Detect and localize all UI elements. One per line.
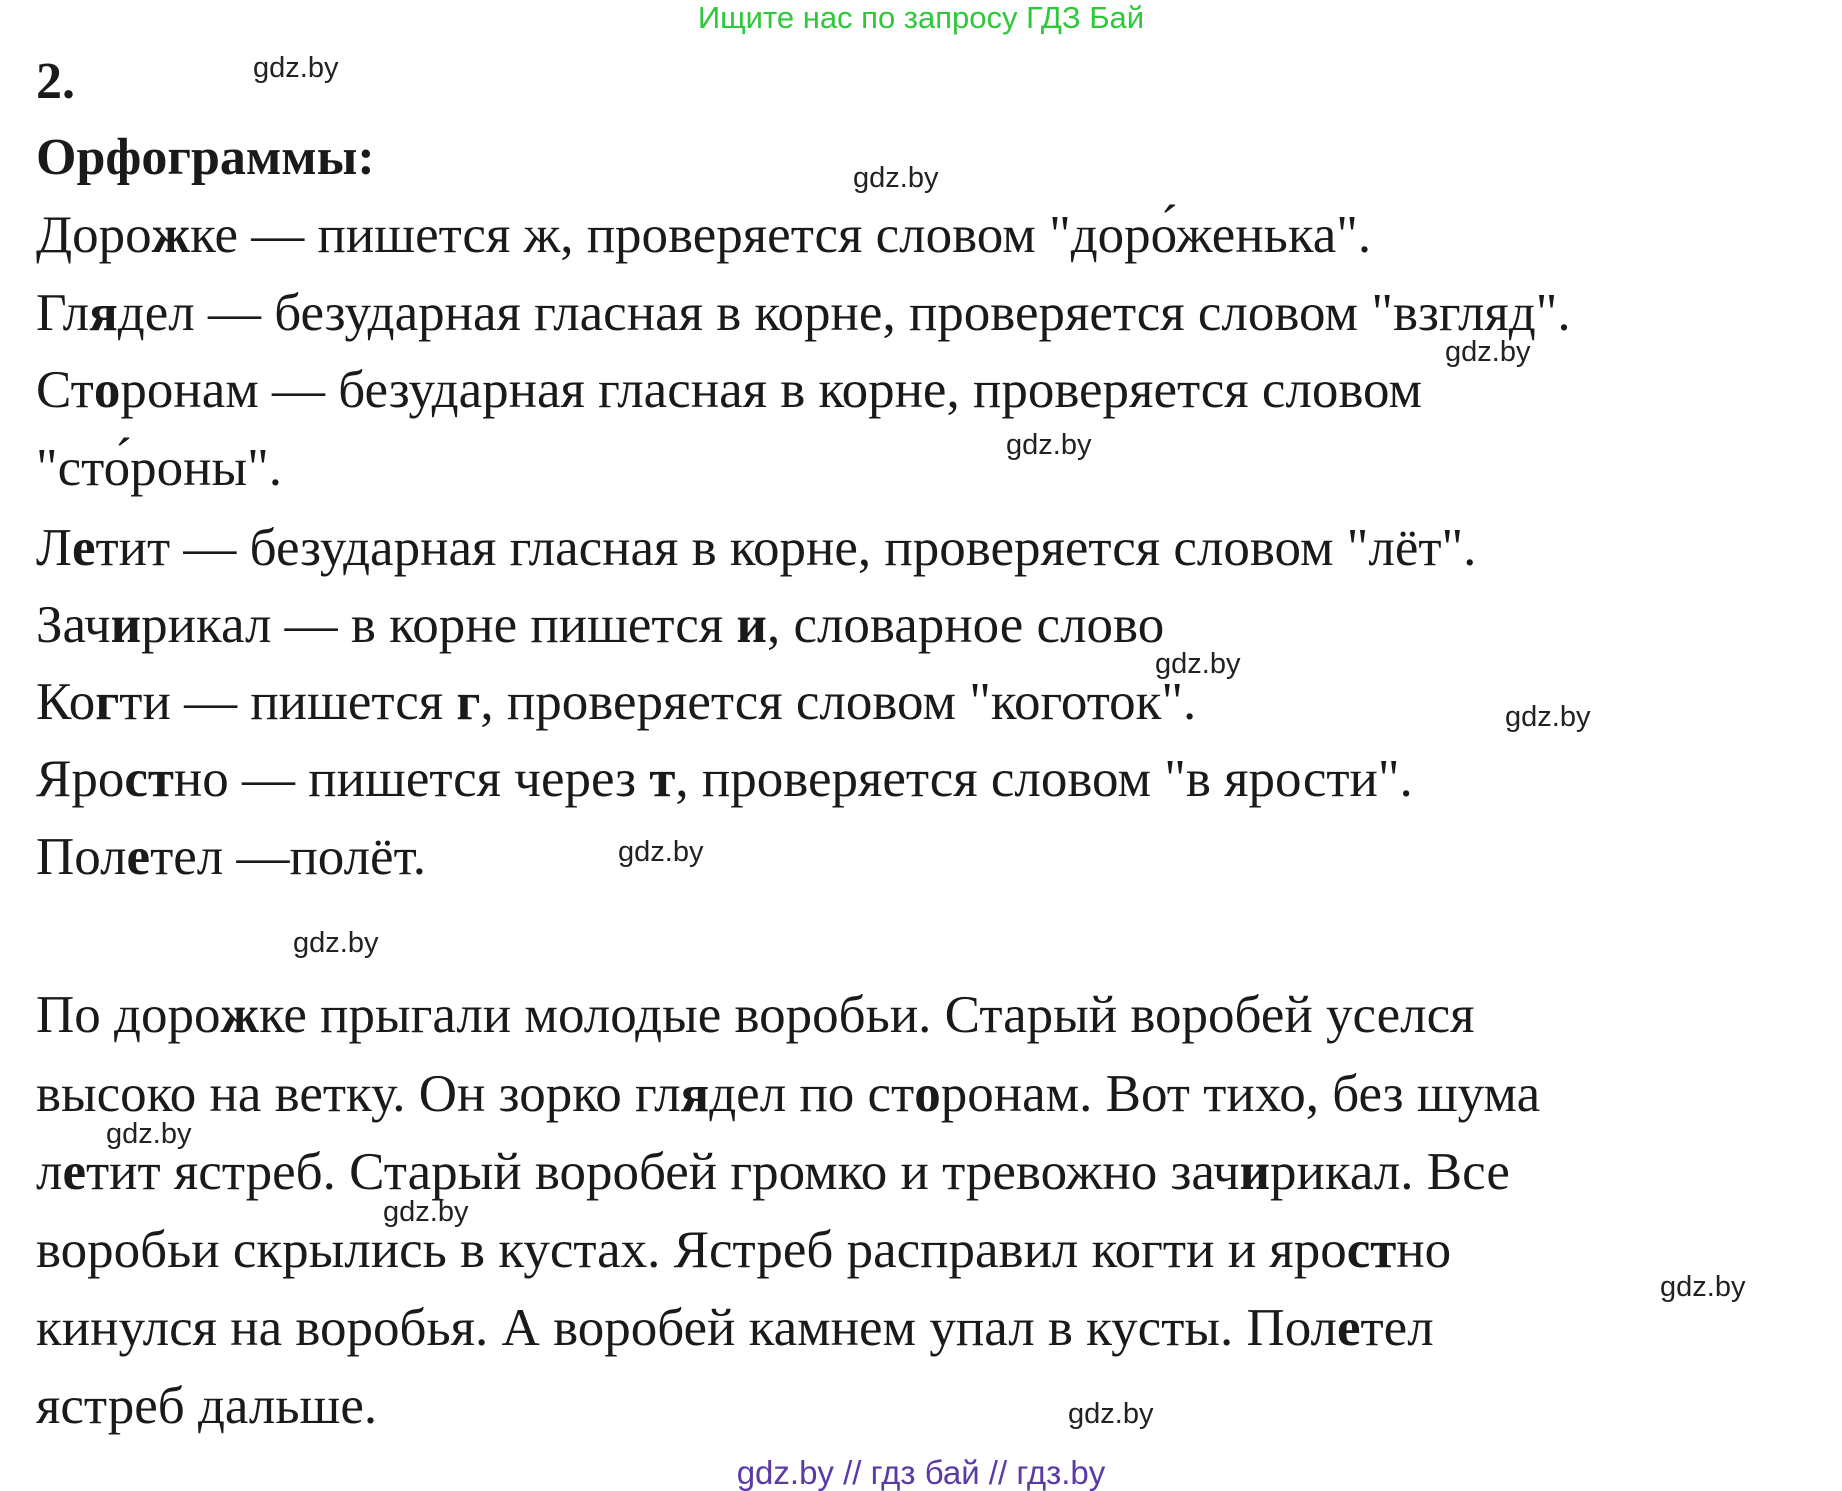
watermark: gdz.by (1068, 1398, 1154, 1430)
text-segment: Ко (36, 673, 96, 731)
text-line (36, 1376, 377, 1436)
text-segment: дел — безударная гласная в корне, проверяется словом "взгляд". (117, 284, 1571, 342)
rule-line (36, 283, 1571, 343)
orthogram-letter: е (62, 1143, 86, 1201)
task-number: 2. (36, 53, 75, 110)
watermark: gdz.by (1006, 429, 1092, 461)
text-segment: , проверяется словом "в ярости". (675, 750, 1413, 808)
orthogram-letter: ж (151, 206, 191, 264)
rule-line (36, 595, 1164, 655)
orthogram-letter: и (1239, 1143, 1271, 1201)
watermark: gdz.by (1155, 648, 1241, 680)
text-segment: ке прыгали молодые воробьи. Старый воробей уселся (258, 986, 1475, 1044)
watermark: gdz.by (853, 162, 939, 194)
watermark: gdz.by (618, 836, 704, 868)
text-segment: тит — безударная гласная в корне, проверяется словом "лёт". (95, 519, 1477, 577)
text-segment: л (36, 1143, 63, 1201)
text-segment: рикал — в корне пишется (141, 596, 737, 654)
text-line (36, 985, 1475, 1045)
text-segment: кинулся на воробья. А воробей камнем упал в кусты. Пол (36, 1299, 1337, 1357)
text-segment: ястреб дальше. (36, 1377, 378, 1435)
text-segment: воробьи скрылись в кустах. Ястреб расправил когти и яро (36, 1221, 1347, 1279)
text-line (36, 1220, 1451, 1280)
text-segment: но — пишется через (173, 750, 650, 808)
rule-line (36, 205, 1371, 265)
footer-links: gdz.by // гдз бай // гдз.by (736, 1454, 1106, 1491)
search-banner: Ищите нас по запросу ГДЗ Бай (697, 0, 1145, 35)
text-line (36, 1298, 1434, 1358)
watermark: gdz.by (253, 52, 339, 84)
text-segment: дел по ст (709, 1065, 915, 1123)
orthogram-letter: я (89, 284, 118, 342)
rule-line (36, 827, 426, 887)
rule-line (36, 518, 1476, 578)
orthogram-letter: е (1336, 1299, 1361, 1357)
text-segment: Яро (36, 750, 125, 808)
text-segment: ти — пишется (119, 673, 457, 731)
orthogram-letter: и (110, 596, 142, 654)
orthogram-letter: о (93, 361, 121, 419)
text-segment: тел —полёт. (150, 828, 427, 886)
text-segment: "сто́роны". (36, 439, 282, 497)
text-segment: высоко на ветку. Он зорко гл (36, 1065, 681, 1123)
text-segment: рикал. Все (1270, 1143, 1510, 1201)
text-segment: Л (36, 519, 72, 577)
text-segment: но (1396, 1221, 1452, 1279)
text-line (36, 1142, 1510, 1202)
text-segment: , проверяется словом "коготок". (480, 673, 1197, 731)
orthogram-letter: е (71, 519, 96, 577)
text-segment: Ст (36, 361, 94, 419)
orthogram-letter: о (914, 1065, 941, 1123)
text-segment: ронам. Вот тихо, без шума (940, 1065, 1541, 1123)
text-segment: ке — пишется ж, проверяется словом "доро́женька". (190, 206, 1372, 264)
rule-line (36, 438, 282, 498)
orthogram-letter: т (649, 750, 676, 808)
text-segment: тит ястреб. Старый воробей громко и тревожно зач (85, 1143, 1240, 1201)
text-segment: Гл (36, 284, 90, 342)
text-segment: Доро (36, 206, 152, 264)
rule-line (36, 749, 1413, 809)
orthogram-letter: ст (1346, 1221, 1397, 1279)
text-segment: тел (1360, 1299, 1434, 1357)
watermark: gdz.by (293, 927, 379, 959)
orthogram-letter: ж (220, 986, 259, 1044)
orthogram-letter: ст (124, 750, 174, 808)
watermark: gdz.by (383, 1196, 469, 1228)
text-segment: Пол (36, 828, 127, 886)
text-segment: По доро (36, 986, 221, 1044)
watermark: gdz.by (1505, 701, 1591, 733)
orthogram-letter: и (736, 596, 767, 654)
rule-line (36, 360, 1422, 420)
watermark: gdz.by (106, 1118, 192, 1150)
text-segment: ронам — безударная гласная в корне, проверяется словом (120, 361, 1423, 419)
orthogram-letter: г (456, 673, 481, 731)
orthograms-heading: Орфограммы: (36, 129, 375, 186)
orthogram-letter: е (126, 828, 151, 886)
orthogram-letter: г (95, 673, 120, 731)
rule-line (36, 672, 1196, 732)
orthogram-letter: я (680, 1065, 710, 1123)
text-segment: , словарное слово (766, 596, 1165, 654)
text-line (36, 1064, 1540, 1124)
watermark: gdz.by (1445, 336, 1531, 368)
watermark: gdz.by (1660, 1271, 1746, 1303)
text-segment: Зач (36, 596, 111, 654)
